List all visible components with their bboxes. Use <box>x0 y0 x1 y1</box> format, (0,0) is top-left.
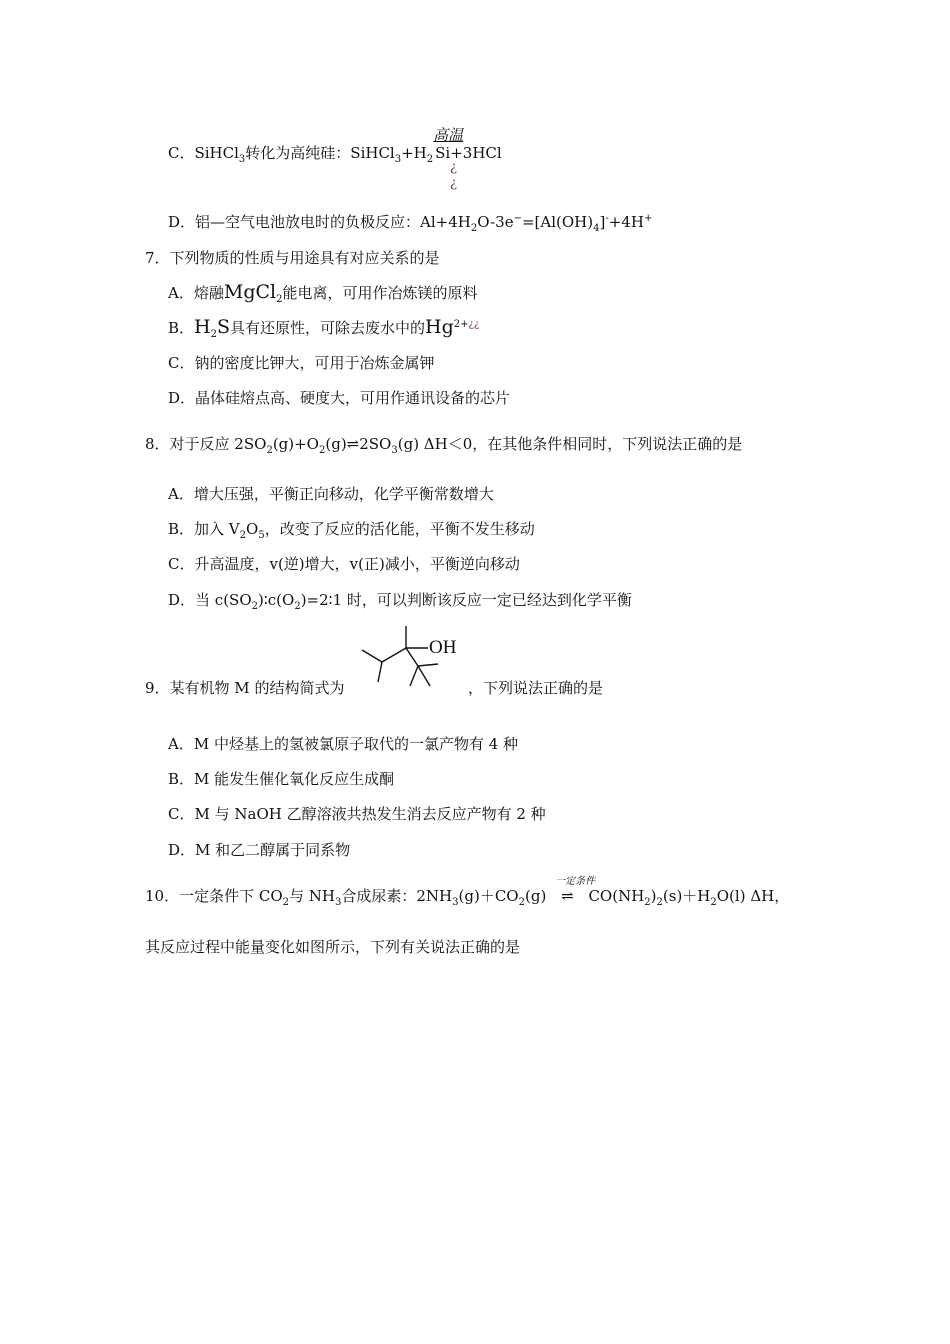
q9-option-c: C．M 与 NaOH 乙醇溶液共热发生消去反应产物有 2 种 <box>168 805 546 823</box>
reversible-arrow-with-condition: 一定条件 ⇌ <box>555 876 596 905</box>
question-10-stem: 10．一定条件下 $CO_2$与 $NH_3$合成尿素：$2NH_3(g)+CO_2(g)$ 一定条件 ⇌ $CO(NH_2)_2(s)+H_2O(l)$ ΔH， <box>145 876 790 908</box>
q9-option-a: A．M 中烃基上的氢被氯原子取代的一氯产物有 4 种 <box>168 735 519 753</box>
hydroxyl-label: OH <box>429 637 457 658</box>
question-7-stem: 7．下列物质的性质与用途具有对应关系的是 <box>145 249 440 267</box>
bond-3 <box>382 648 406 662</box>
q7-option-c: C．钠的密度比钾大，可用于冶炼金属钾 <box>168 354 435 372</box>
question-8-stem: 8．对于反应 $2SO_2(g)+O_2(g)\rightleftharpoons 2SO_3(g)$ ΔH＜0，在其他条件相同时，下列说法正确的是 <box>145 435 743 456</box>
encoding-glitch-2: ¿ <box>450 176 457 191</box>
question-9-stem-part2: ，下列说法正确的是 <box>468 679 604 697</box>
q7-option-d: D．晶体硅熔点高、硬度大，可用作通讯设备的芯片 <box>168 389 511 407</box>
q9-option-d: D．M 和乙二醇属于同系物 <box>168 841 351 859</box>
question-9-stem-part1: 9．某有机物 M 的结构简式为 <box>145 679 345 697</box>
bond-1 <box>362 650 382 662</box>
q6-option-c: C．SiHCl$_3$转化为高纯硅：$SiHCl_3+H_2$ 高温 Si+3HCl <box>168 126 502 165</box>
bond-5 <box>406 648 418 666</box>
q8-option-b: B．加入 $V_2O_5$，改变了反应的活化能，平衡不发生移动 <box>168 520 535 541</box>
bond-6 <box>410 666 418 686</box>
question-10-stem-line2: 其反应过程中能量变化如图所示，下列有关说法正确的是 <box>145 938 521 956</box>
bond-8 <box>418 664 438 666</box>
q6-option-d: D．铝—空气电池放电时的负极反应：$Al+4H_2O-3e^-=[Al(OH)_4]^-+4H^+$ <box>168 213 653 234</box>
structure-formula-m <box>358 622 468 692</box>
bond-7 <box>418 666 430 686</box>
encoding-glitch-1: ¿ <box>450 160 457 175</box>
q8-option-c: C．升高温度，v(逆)增大，v(正)减小，平衡逆向移动 <box>168 555 520 573</box>
q9-option-b: B．M 能发生催化氧化反应生成酮 <box>168 770 395 788</box>
q7-option-a: A．熔融MgCl$_2$能电离，可用作冶炼镁的原料 <box>168 281 478 305</box>
q8-option-d: D．当 $c(SO_2)∶c(O_2)=2∶1$ 时，可以判断该反应一定已经达到化学平衡 <box>168 591 632 612</box>
bond-2 <box>378 662 382 682</box>
reaction-condition: 高温 <box>433 126 464 144</box>
q7-option-b: B．$H_2S$具有还原性，可除去废水中的$Hg^{2+¿¿}$ <box>168 316 480 340</box>
q8-option-a: A．增大压强，平衡正向移动，化学平衡常数增大 <box>168 485 494 503</box>
